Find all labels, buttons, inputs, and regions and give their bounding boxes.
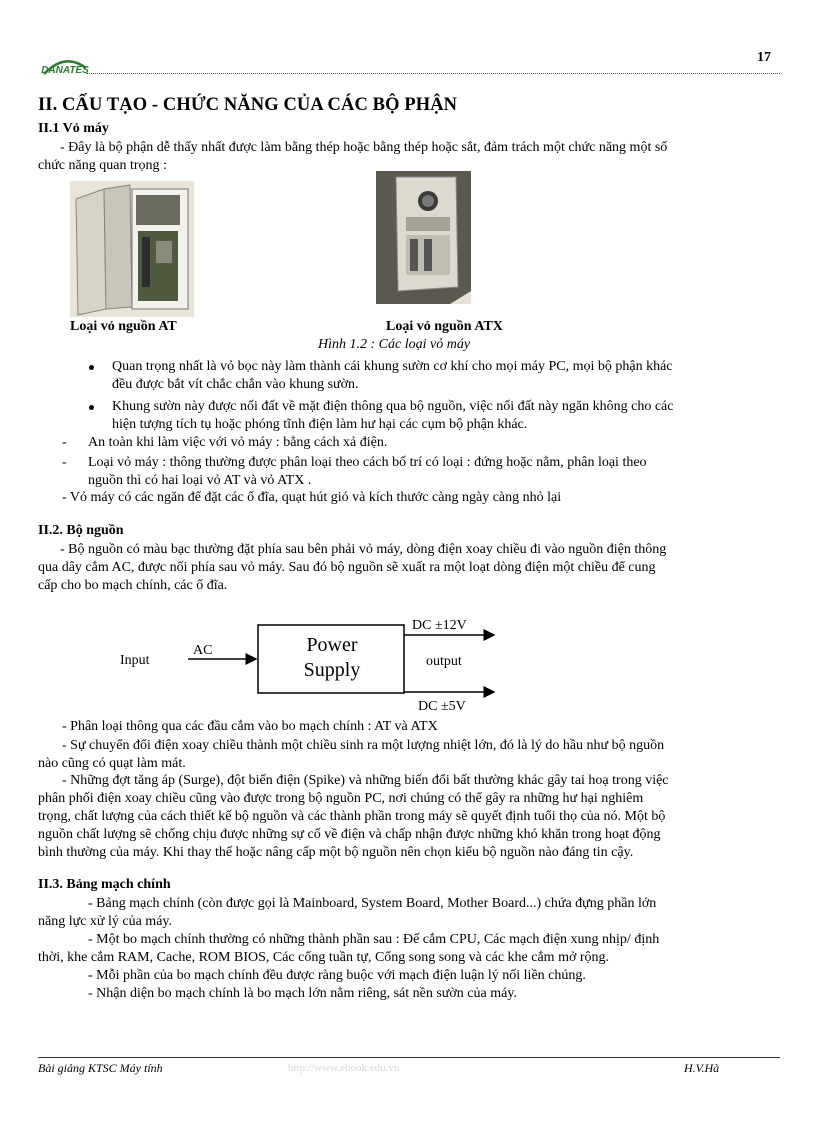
input-label: Input [120, 653, 150, 668]
dash-item-bays: - Vỏ máy có các ngăn để đặt các ổ đĩa, quạt hút gió và kích thước càng ngày càng nhỏ lại [62, 490, 562, 505]
footer-watermark: http://www.ebook.edu.vn [288, 1062, 400, 1074]
bullet-item: Quan trọng nhất là vỏ bọc này làm thành cái khung sườn cơ khí cho mọi máy PC, mọi bộ phận khác đều được bắt vít chắc chắn vào khung sườn. [112, 359, 673, 392]
mainboard-paragraph-2: - Một bo mạch chính thường có những thành phần sau : Đế cắm CPU, Các mạch điện xung nhịp/ định thời, khe cắm RAM, Cache, ROM BIOS, Các cổng tuần tự, Cổng song song và các khe cắm mở rộng. [38, 932, 660, 965]
bullet-dot [89, 365, 94, 370]
intro-paragraph: - Đây là bộ phận dễ thấy nhất được làm bằng thép hoặc bằng thép hoặc sắt, đảm trách một chức năng một số chức năng quan trọng : [38, 140, 668, 173]
caption-atx-case: Loại vỏ nguồn ATX [386, 319, 503, 334]
power-supply-diagram [110, 612, 510, 716]
psu-paragraph-heat: - Sự chuyển đổi điện xoay chiều thành một chiều sinh ra một lượng nhiệt lớn, đó là lý do hầu như bộ nguồn nào cũng có quạt làm mát. [38, 738, 665, 771]
svg-text:DANATES: DANATES [41, 65, 89, 76]
psu-paragraph-surge: - Những đợt tăng áp (Surge), đột biến điện (Spike) và những biến đổi bất thường khác gây tai hoạ trong việc phân phối điện xoay chiều cũng vào được trong bộ nguồn PC, nơi chúng có thể gây ra những hư hại nghiêm trọng, chất lượng của cách thiết kế bộ nguồn và các thành phần trong máy sẽ quyết định tuổi thọ của nó. Một bộ nguồn chất lượng sẽ chống chịu được những sự cố về điện và chấp nhận được những khó khăn trong hoạt động bình thường của máy. Khi thay thế hoặc nâng cấp một bộ nguồn nên chọn kiểu bộ nguồn nào đáng tin cậy. [38, 773, 669, 860]
dc-12v-label: DC ±12V [412, 618, 467, 633]
footer-divider [38, 1057, 780, 1058]
dash-item-case-types: Loại vỏ máy : thông thường được phân loại theo cách bố trí có loại : đứng hoặc nằm, phân loại theo nguồn thì có hai loại vỏ AT và vỏ ATX . [88, 455, 647, 488]
psu-classification: - Phân loại thông qua các đầu cắm vào bo mạch chính : AT và ATX [62, 719, 438, 734]
heading-mainboard: II.3. Bảng mạch chính [38, 877, 171, 892]
supply-label: Supply [303, 659, 361, 681]
header-divider [86, 73, 780, 74]
section-title: II. CẤU TẠO - CHỨC NĂNG CỦA CÁC BỘ PHẬN [38, 95, 458, 115]
bullet-item: Khung sườn này được nối đất về mặt điện thông qua bộ nguồn, việc nối đất này ngăn không cho các hiện tượng tích tụ hoặc phóng tĩnh điện làm hư hại các cụm bộ phận khác. [112, 399, 674, 432]
dash-item-safety: An toàn khi làm việc với vỏ máy : bằng cách xả điện. [88, 435, 388, 450]
heading-vo-may: II.1 Vỏ máy [38, 121, 109, 136]
psu-paragraph-1: - Bộ nguồn có màu bạc thường đặt phía sau bên phải vỏ máy, dòng điện xoay chiều đi vào nguồn điện thông qua dây cắm AC, được nối phía sau vỏ máy. Sau đó bộ nguồn sẽ xuất ra một loạt dòng điện một chiều để cung cấp cho bo mạch chính, các ổ đĩa. [38, 542, 667, 593]
page-number: 17 [757, 50, 771, 65]
at-case-photo [70, 181, 194, 317]
atx-case-photo [376, 171, 471, 304]
caption-at-case: Loại vỏ nguồn AT [70, 319, 177, 334]
output-label: output [426, 654, 462, 669]
footer-author: H.V.Hà [684, 1061, 720, 1075]
dash-mark: - [62, 435, 67, 450]
mainboard-paragraph-1: - Bảng mạch chính (còn được gọi là Mainboard, System Board, Mother Board...) chứa đựng phần lớn năng lực xử lý của máy. [38, 896, 657, 929]
dc-5v-label: DC ±5V [418, 699, 466, 714]
mainboard-paragraph-3: - Mỗi phần của bo mạch chính đều được ràng buộc với mạch điện luận lý nối liền chúng. [88, 968, 586, 983]
heading-bo-nguon: II.2. Bộ nguồn [38, 523, 124, 538]
figure-caption: Hình 1.2 : Các loại vỏ máy [318, 337, 471, 352]
dash-mark: - [62, 455, 67, 470]
bullet-dot [89, 405, 94, 410]
mainboard-paragraph-4: - Nhận diện bo mạch chính là bo mạch lớn nằm riêng, sát nền sườn của máy. [88, 986, 517, 1001]
power-label: Power [306, 634, 358, 656]
ac-label: AC [193, 643, 213, 658]
danates-logo [40, 48, 90, 82]
footer-course-title: Bài giảng KTSC Máy tính [38, 1061, 163, 1075]
